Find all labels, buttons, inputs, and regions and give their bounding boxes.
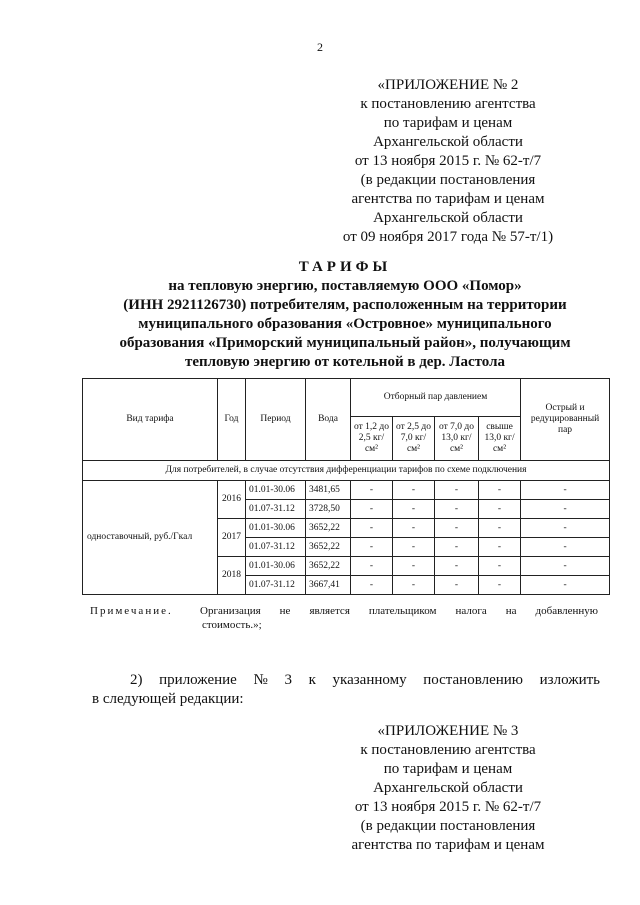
appendix-2-header <box>332 76 564 247</box>
appendix-2-line: по тарифам и ценам <box>383 115 513 131</box>
appendix-3-line: к постановлению агентства <box>360 742 536 758</box>
note-word: на <box>505 605 517 617</box>
appendix-2-line: Архангельской области <box>373 134 523 150</box>
paragraph <box>92 671 600 709</box>
appendix-3-line: «ПРИЛОЖЕНИЕ № 3 <box>377 723 519 739</box>
steam-cell: - <box>351 576 393 595</box>
year-cell: 2016 <box>218 481 246 519</box>
note-word: не <box>279 605 291 617</box>
period-cell: 01.01-30.06 <box>246 557 306 576</box>
note-word: налога <box>455 605 487 617</box>
sharp-cell: - <box>521 500 610 519</box>
para-word: 2) <box>130 672 143 688</box>
sharp-cell: - <box>521 481 610 500</box>
period-cell: 01.01-30.06 <box>246 481 306 500</box>
header-period: Период <box>246 379 306 461</box>
note-word: плательщиком <box>368 605 437 617</box>
tariff-table <box>82 378 610 595</box>
page-number: 2 <box>317 40 323 54</box>
appendix-3-header <box>332 722 564 855</box>
steam-cell: - <box>479 481 521 500</box>
para-word: изложить <box>539 672 600 688</box>
steam-cell: - <box>393 500 435 519</box>
year-cell: 2017 <box>218 519 246 557</box>
sharp-cell: - <box>521 557 610 576</box>
para-word: постановлению <box>423 672 523 688</box>
period-cell: 01.07-31.12 <box>246 576 306 595</box>
appendix-3-line: (в редакции постановления <box>360 818 536 834</box>
note-label: Примечание. <box>90 605 173 617</box>
sharp-cell: - <box>521 519 610 538</box>
steam-cell: - <box>435 481 479 500</box>
appendix-2-line: (в редакции постановления <box>360 172 536 188</box>
sharp-cell: - <box>521 576 610 595</box>
period-cell: 01.01-30.06 <box>246 519 306 538</box>
document-title <box>110 258 580 372</box>
header-tariff-type: Вид тарифа <box>83 379 218 461</box>
steam-cell: - <box>393 576 435 595</box>
note-word: Организация <box>200 605 261 617</box>
water-cell: 3652,22 <box>306 519 351 538</box>
steam-cell: - <box>351 519 393 538</box>
steam-cell: - <box>479 538 521 557</box>
header-steam-2: от 2,5 до 7,0 кг/см² <box>393 417 435 461</box>
para-line-2: в следующей редакции: <box>92 691 244 707</box>
appendix-3-line: агентства по тарифам и ценам <box>351 837 545 853</box>
title-line: образования «Приморский муниципальный район», получающим <box>119 335 571 351</box>
header-steam-4: свыше 13,0 кг/см² <box>479 417 521 461</box>
water-cell: 3728,50 <box>306 500 351 519</box>
appendix-2-line: Архангельской области <box>373 210 523 226</box>
header-steam-3: от 7,0 до 13,0 кг/см² <box>435 417 479 461</box>
para-word: № <box>253 672 268 688</box>
note-word: является <box>309 605 350 617</box>
para-word: приложение <box>159 672 237 688</box>
header-sharp-steam: Острый и редуцированный пар <box>521 379 610 461</box>
steam-cell: - <box>479 557 521 576</box>
para-word: указанному <box>332 672 407 688</box>
water-cell: 3652,22 <box>306 557 351 576</box>
steam-cell: - <box>479 519 521 538</box>
sharp-cell: - <box>521 538 610 557</box>
steam-cell: - <box>393 519 435 538</box>
steam-cell: - <box>351 538 393 557</box>
water-cell: 3667,41 <box>306 576 351 595</box>
water-cell: 3652,22 <box>306 538 351 557</box>
para-word: 3 <box>284 672 292 688</box>
tariff-name: одноставочный, руб./Гкал <box>83 481 218 595</box>
title-line: тепловую энергию от котельной в дер. Ластола <box>184 354 506 370</box>
steam-cell: - <box>351 481 393 500</box>
appendix-2-line: к постановлению агентства <box>360 96 536 112</box>
steam-cell: - <box>479 500 521 519</box>
note <box>90 604 598 632</box>
table-row <box>83 481 610 500</box>
section-label: Для потребителей, в случае отсутствия дифференциации тарифов по схеме подключения <box>83 461 610 481</box>
steam-cell: - <box>435 557 479 576</box>
header-steam-1: от 1,2 до 2,5 кг/см² <box>351 417 393 461</box>
appendix-2-line: от 09 ноября 2017 года № 57-т/1) <box>342 229 554 245</box>
appendix-3-line: Архангельской области <box>373 780 523 796</box>
para-word: к <box>308 672 316 688</box>
water-cell: 3481,65 <box>306 481 351 500</box>
steam-cell: - <box>393 557 435 576</box>
steam-cell: - <box>435 519 479 538</box>
header-year: Год <box>218 379 246 461</box>
appendix-2-line: агентства по тарифам и ценам <box>351 191 545 207</box>
header-water: Вода <box>306 379 351 461</box>
steam-cell: - <box>351 500 393 519</box>
appendix-2-line: «ПРИЛОЖЕНИЕ № 2 <box>377 77 519 93</box>
steam-cell: - <box>435 576 479 595</box>
steam-cell: - <box>435 538 479 557</box>
appendix-2-line: от 13 ноября 2015 г. № 62-т/7 <box>354 153 542 169</box>
steam-cell: - <box>435 500 479 519</box>
steam-cell: - <box>351 557 393 576</box>
note-line-2: стоимость.»; <box>202 619 262 631</box>
title-heading: ТАРИФЫ <box>298 259 392 275</box>
steam-cell: - <box>393 538 435 557</box>
title-line: муниципального образования «Островное» муниципального <box>138 316 552 332</box>
header-steam-group: Отборный пар давлением <box>351 379 521 417</box>
title-line: на тепловую энергию, поставляемую ООО «Помор» <box>168 278 522 294</box>
steam-cell: - <box>393 481 435 500</box>
year-cell: 2018 <box>218 557 246 595</box>
appendix-3-line: по тарифам и ценам <box>383 761 513 777</box>
appendix-3-line: от 13 ноября 2015 г. № 62-т/7 <box>354 799 542 815</box>
title-line: (ИНН 2921126730) потребителям, расположенным на территории <box>123 297 567 313</box>
note-word: добавленную <box>535 605 598 617</box>
period-cell: 01.07-31.12 <box>246 538 306 557</box>
period-cell: 01.07-31.12 <box>246 500 306 519</box>
steam-cell: - <box>479 576 521 595</box>
